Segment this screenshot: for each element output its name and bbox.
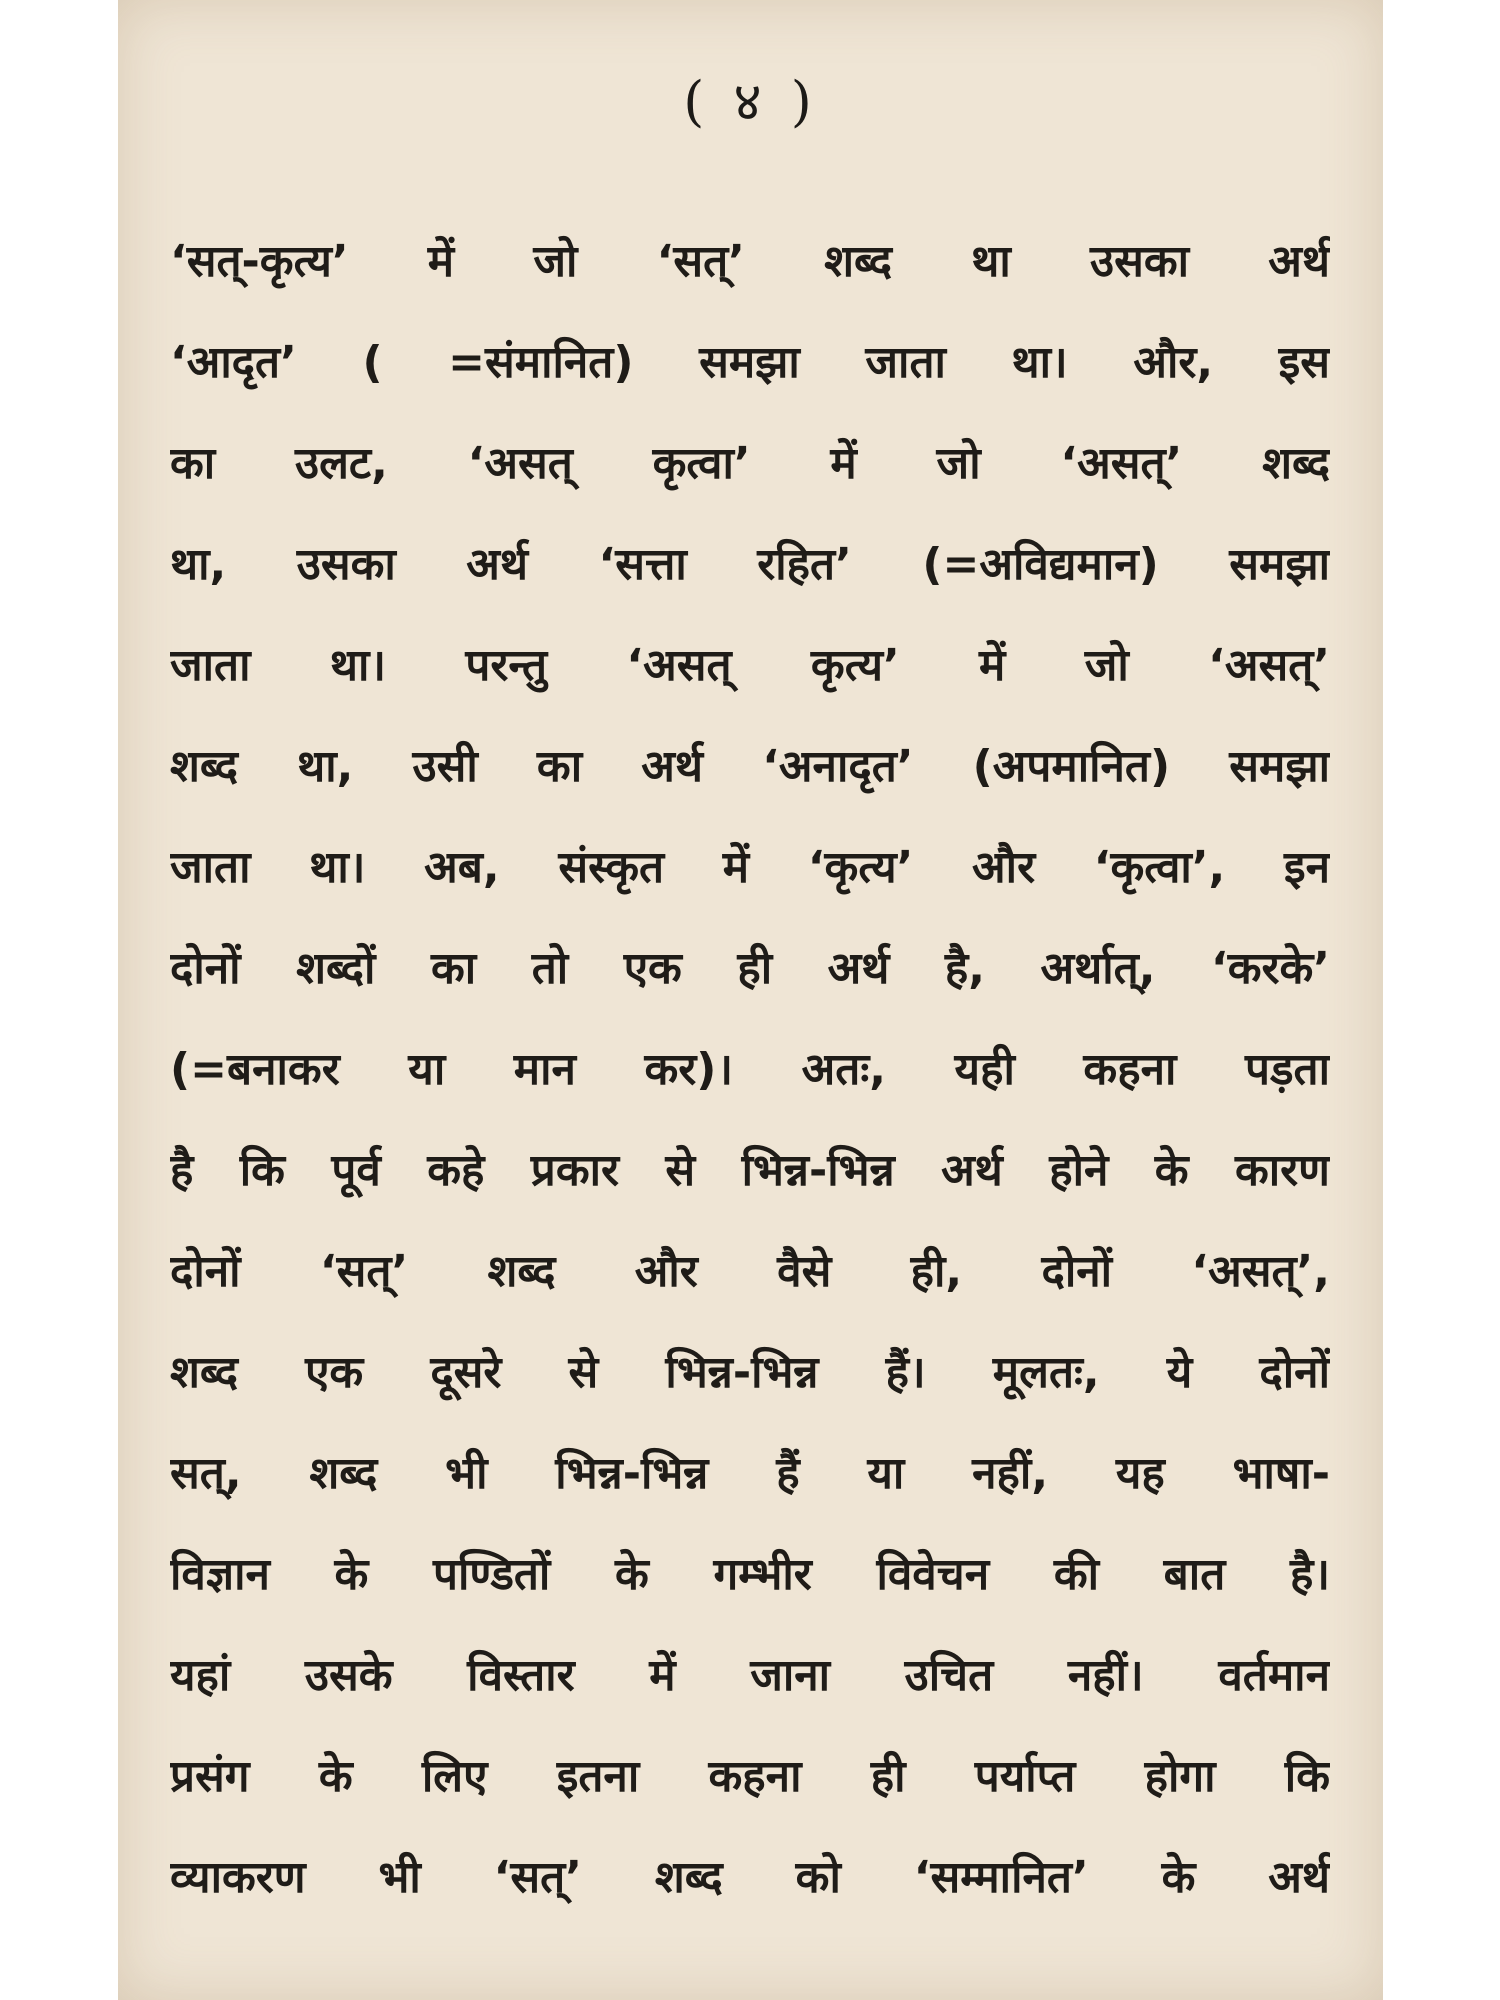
- page-number: ( ४ ): [683, 70, 818, 133]
- text-line: दोनों ‘सत्’ शब्द और वैसे ही, दोनों ‘असत्’,: [170, 1246, 1330, 1297]
- text-line: ‘आदृत’ ( =संमानित) समझा जाता था। और, इस: [170, 337, 1330, 388]
- text-line: जाता था। अब, संस्कृत में ‘कृत्य’ और ‘कृत्वा’, इन: [170, 842, 1330, 893]
- page-body: [170, 232, 1330, 1949]
- text-line: ‘सत्-कृत्य’ में जो ‘सत्’ शब्द था उसका अर्थ: [170, 236, 1330, 287]
- book-page: [118, 0, 1383, 2000]
- text-line: यहां उसके विस्तार में जाना उचित नहीं। वर्तमान: [170, 1650, 1330, 1701]
- text-line: शब्द था, उसी का अर्थ ‘अनादृत’ (अपमानित) समझा: [170, 741, 1330, 792]
- text-line: सत्, शब्द भी भिन्न-भिन्न हैं या नहीं, यह भाषा-: [170, 1448, 1330, 1499]
- text-line: है कि पूर्व कहे प्रकार से भिन्न-भिन्न अर्थ होने के कारण: [170, 1145, 1330, 1196]
- text-line: था, उसका अर्थ ‘सत्ता रहित’ (=अविद्यमान) समझा: [170, 539, 1330, 590]
- text-line: (=बनाकर या मान कर)। अतः, यही कहना पड़ता: [170, 1044, 1330, 1095]
- text-line: प्रसंग के लिए इतना कहना ही पर्याप्त होगा कि: [170, 1751, 1330, 1802]
- text-line: जाता था। परन्तु ‘असत् कृत्य’ में जो ‘असत्’: [170, 640, 1330, 691]
- text-line: का उलट, ‘असत् कृत्वा’ में जो ‘असत्’ शब्द: [170, 438, 1330, 489]
- text-line: दोनों शब्दों का तो एक ही अर्थ है, अर्थात्, ‘करके’: [170, 943, 1330, 994]
- text-line: शब्द एक दूसरे से भिन्न-भिन्न हैं। मूलतः, ये दोनों: [170, 1347, 1330, 1398]
- text-line: विज्ञान के पण्डितों के गम्भीर विवेचन की बात है।: [170, 1549, 1330, 1600]
- text-line: व्याकरण भी ‘सत्’ शब्द को ‘सम्मानित’ के अर्थ: [170, 1852, 1330, 1903]
